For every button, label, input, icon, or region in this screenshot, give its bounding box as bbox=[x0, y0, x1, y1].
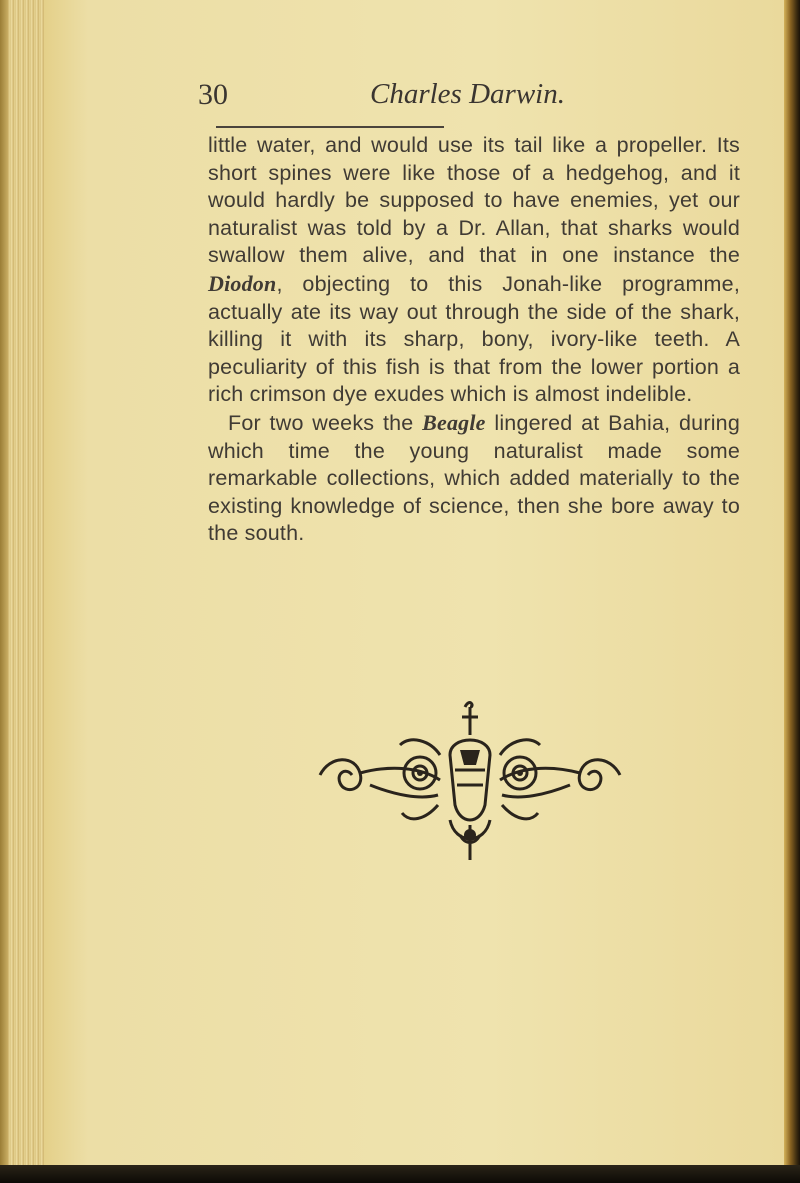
running-head: Charles Darwin. bbox=[370, 78, 565, 110]
body-text bbox=[208, 132, 740, 548]
page-edges bbox=[0, 0, 44, 1183]
text-span: , objecting to this Jonah-like programme, actually ate its way out through the side of the shark, killing it with its sharp, bony, ivory-like teeth. A peculiarity of this fish is that from the lower portion a rich crimson dye exudes which is almost indelible. bbox=[208, 271, 740, 407]
page-number: 30 bbox=[198, 78, 228, 111]
italic-term: Beagle bbox=[422, 409, 486, 435]
bottom-shadow bbox=[0, 1165, 800, 1183]
text-span: For two weeks the bbox=[228, 410, 423, 435]
paragraph bbox=[208, 409, 740, 548]
page-header bbox=[140, 78, 740, 118]
paragraph bbox=[208, 132, 740, 409]
book-spine bbox=[784, 0, 800, 1183]
header-rule bbox=[216, 126, 444, 128]
decorative-tailpiece-icon bbox=[310, 695, 630, 865]
text-span: little water, and would use its tail like a propeller. Its short spines were like those of a hedgehog, and it would hardly be supposed to have enemies, yet our naturalist was told by a Dr. Allan, that sharks would swallow them alive, and that in one instance the bbox=[208, 133, 740, 268]
italic-term: Diodon bbox=[208, 270, 277, 296]
text-span: lingered at Bahia, during which time the young naturalist made some remarkable collections, which added materially to the existing knowledge of science, then she bore away to the south. bbox=[208, 410, 740, 546]
